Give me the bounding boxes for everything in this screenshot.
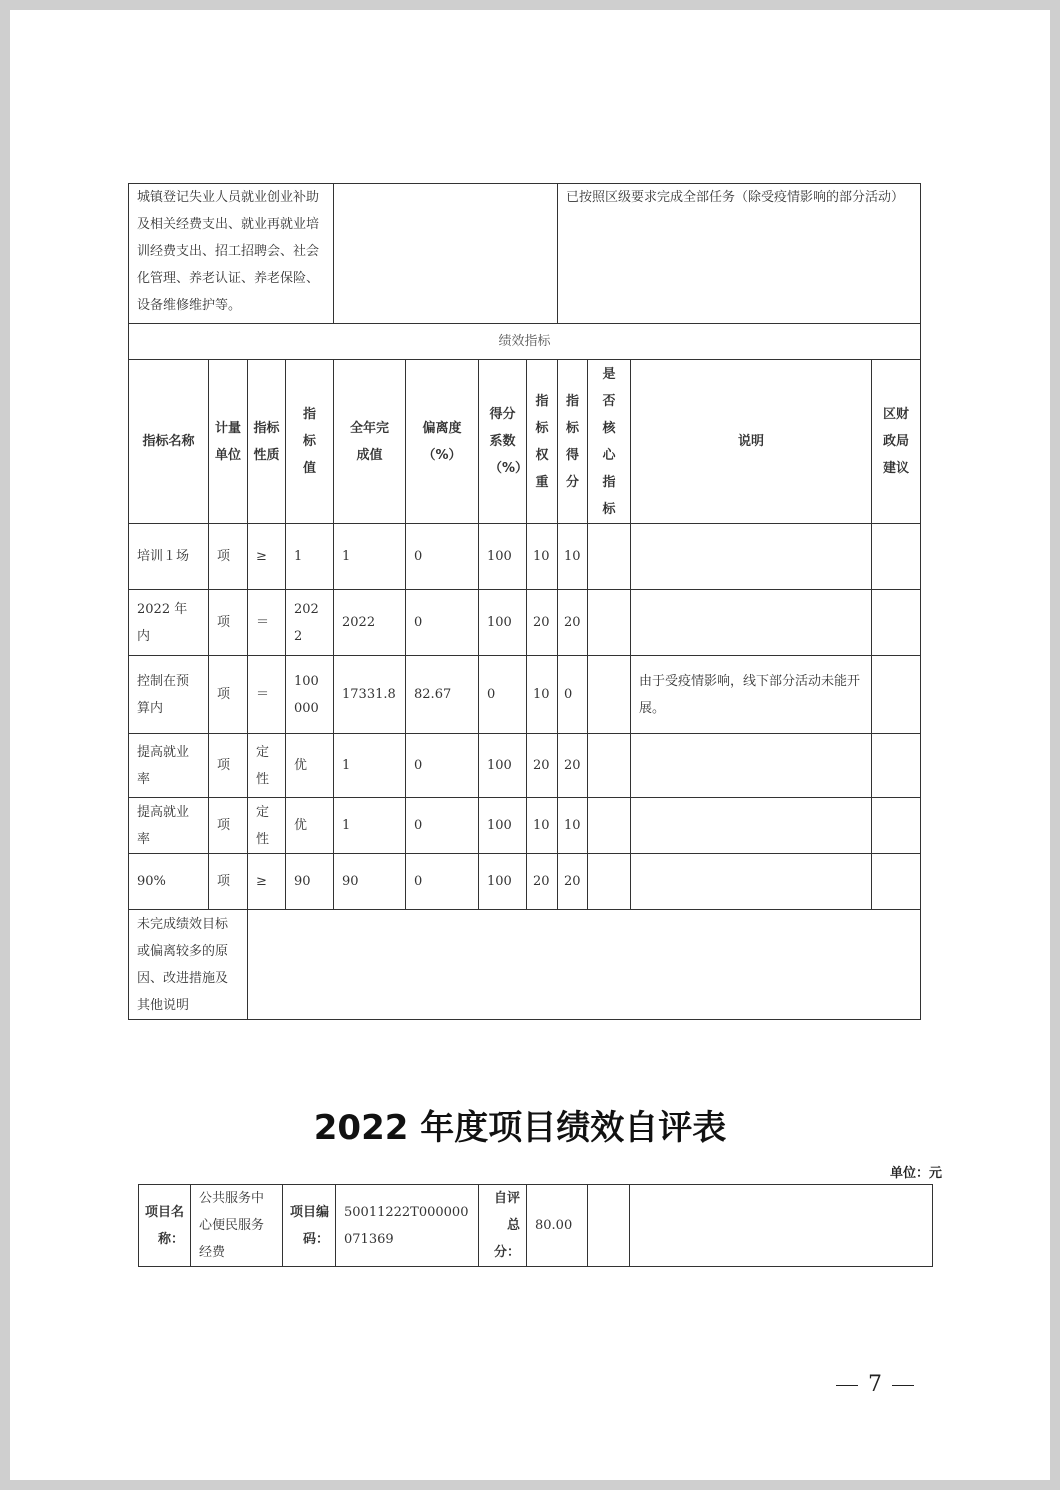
dash-left — [836, 1385, 858, 1386]
row-value: 优 — [286, 734, 334, 798]
unfinished-content — [248, 910, 921, 1020]
row-weight: 20 — [527, 854, 558, 910]
row-unit: 项 — [209, 590, 248, 656]
header-coef: 得分系数（%） — [479, 360, 527, 524]
row-explain — [631, 590, 872, 656]
page-number-text: 7 — [868, 1372, 882, 1397]
unfinished-label: 未完成绩效目标或偏离较多的原因、改进措施及其他说明 — [129, 910, 248, 1020]
row-nature: ≥ — [248, 854, 286, 910]
row-explain — [631, 798, 872, 854]
performance-table — [128, 183, 921, 1020]
row-core — [588, 590, 631, 656]
table-row — [129, 524, 921, 590]
row-actual: 1 — [334, 524, 406, 590]
empty-cell — [630, 1185, 933, 1267]
row-value: 2022 — [286, 590, 334, 656]
row-core — [588, 656, 631, 734]
row-unit: 项 — [209, 734, 248, 798]
row-nature: ≥ — [248, 524, 286, 590]
section-title-row — [129, 324, 921, 360]
row-name: 控制在预算内 — [129, 656, 209, 734]
row-score: 20 — [558, 734, 588, 798]
table-row — [129, 734, 921, 798]
row-suggest — [872, 734, 921, 798]
unfinished-row — [129, 910, 921, 1020]
row-score: 10 — [558, 524, 588, 590]
row-value: 1 — [286, 524, 334, 590]
page-number — [826, 1372, 924, 1397]
row-coef: 100 — [479, 798, 527, 854]
row-explain — [631, 854, 872, 910]
empty-cell — [588, 1185, 630, 1267]
row-unit: 项 — [209, 798, 248, 854]
header-explain: 说明 — [631, 360, 872, 524]
project-code: 50011222T000000071369 — [336, 1185, 479, 1267]
header-suggest: 区财政局建议 — [872, 360, 921, 524]
project-summary-table — [138, 1184, 933, 1267]
row-coef: 100 — [479, 590, 527, 656]
section-title: 绩效指标 — [129, 324, 921, 360]
row-nature: ＝ — [248, 590, 286, 656]
row-actual: 90 — [334, 854, 406, 910]
row-coef: 100 — [479, 524, 527, 590]
project-code-label: 项目编码： — [283, 1185, 336, 1267]
row-deviation: 0 — [406, 798, 479, 854]
row-suggest — [872, 590, 921, 656]
row-score: 20 — [558, 590, 588, 656]
header-nature: 指标性质 — [248, 360, 286, 524]
project-row — [139, 1185, 933, 1267]
content-cell: 城镇登记失业人员就业创业补助及相关经费支出、就业再就业培训经费支出、招工招聘会、社会化管理、养老认证、养老保险、设备维修维护等。 — [129, 184, 334, 324]
middle-cell — [334, 184, 558, 324]
completion-cell: 已按照区级要求完成全部任务（除受疫情影响的部分活动） — [558, 184, 921, 324]
row-value: 100000 — [286, 656, 334, 734]
row-score: 20 — [558, 854, 588, 910]
header-name: 指标名称 — [129, 360, 209, 524]
row-actual: 1 — [334, 734, 406, 798]
row-weight: 10 — [527, 656, 558, 734]
header-core: 是否核心指标 — [588, 360, 631, 524]
row-unit: 项 — [209, 524, 248, 590]
row-name: 提高就业率 — [129, 734, 209, 798]
content-row — [129, 184, 921, 324]
row-value: 90 — [286, 854, 334, 910]
total-score: 80.00 — [527, 1185, 588, 1267]
page-title: 2022 年度项目绩效自评表 — [313, 1108, 727, 1148]
row-value: 优 — [286, 798, 334, 854]
row-core — [588, 854, 631, 910]
row-explain — [631, 734, 872, 798]
row-actual: 1 — [334, 798, 406, 854]
row-explain — [631, 524, 872, 590]
row-deviation: 82.67 — [406, 656, 479, 734]
total-score-label: 自评总分： — [479, 1185, 527, 1267]
header-score: 指标得分 — [558, 360, 588, 524]
row-weight: 20 — [527, 590, 558, 656]
row-suggest — [872, 854, 921, 910]
row-nature: ＝ — [248, 656, 286, 734]
row-nature: 定性 — [248, 734, 286, 798]
row-weight: 10 — [527, 798, 558, 854]
row-core — [588, 798, 631, 854]
row-actual: 2022 — [334, 590, 406, 656]
row-deviation: 0 — [406, 854, 479, 910]
row-unit: 项 — [209, 656, 248, 734]
row-weight: 10 — [527, 524, 558, 590]
project-name: 公共服务中心便民服务经费 — [191, 1185, 283, 1267]
header-deviation: 偏离度（%） — [406, 360, 479, 524]
row-deviation: 0 — [406, 524, 479, 590]
table-row — [129, 656, 921, 734]
row-score: 10 — [558, 798, 588, 854]
dash-right — [892, 1385, 914, 1386]
row-name: 培训１场 — [129, 524, 209, 590]
row-name: 2022 年内 — [129, 590, 209, 656]
row-core — [588, 524, 631, 590]
row-actual: 17331.8 — [334, 656, 406, 734]
table-row — [129, 590, 921, 656]
row-suggest — [872, 798, 921, 854]
row-coef: 0 — [479, 656, 527, 734]
header-value: 指标值 — [286, 360, 334, 524]
row-core — [588, 734, 631, 798]
row-suggest — [872, 656, 921, 734]
row-coef: 100 — [479, 854, 527, 910]
unit-label: 单位：元 — [889, 1166, 942, 1181]
table-row — [129, 854, 921, 910]
row-coef: 100 — [479, 734, 527, 798]
row-deviation: 0 — [406, 590, 479, 656]
row-nature: 定性 — [248, 798, 286, 854]
header-unit: 计量单位 — [209, 360, 248, 524]
table-row — [129, 798, 921, 854]
header-actual: 全年完成值 — [334, 360, 406, 524]
row-weight: 20 — [527, 734, 558, 798]
header-row — [129, 360, 921, 524]
row-name: 90% — [129, 854, 209, 910]
row-score: 0 — [558, 656, 588, 734]
row-suggest — [872, 524, 921, 590]
row-deviation: 0 — [406, 734, 479, 798]
row-unit: 项 — [209, 854, 248, 910]
row-explain: 由于受疫情影响，线下部分活动未能开展。 — [631, 656, 872, 734]
project-name-label: 项目名称： — [139, 1185, 191, 1267]
header-weight: 指标权重 — [527, 360, 558, 524]
row-name: 提高就业率 — [129, 798, 209, 854]
